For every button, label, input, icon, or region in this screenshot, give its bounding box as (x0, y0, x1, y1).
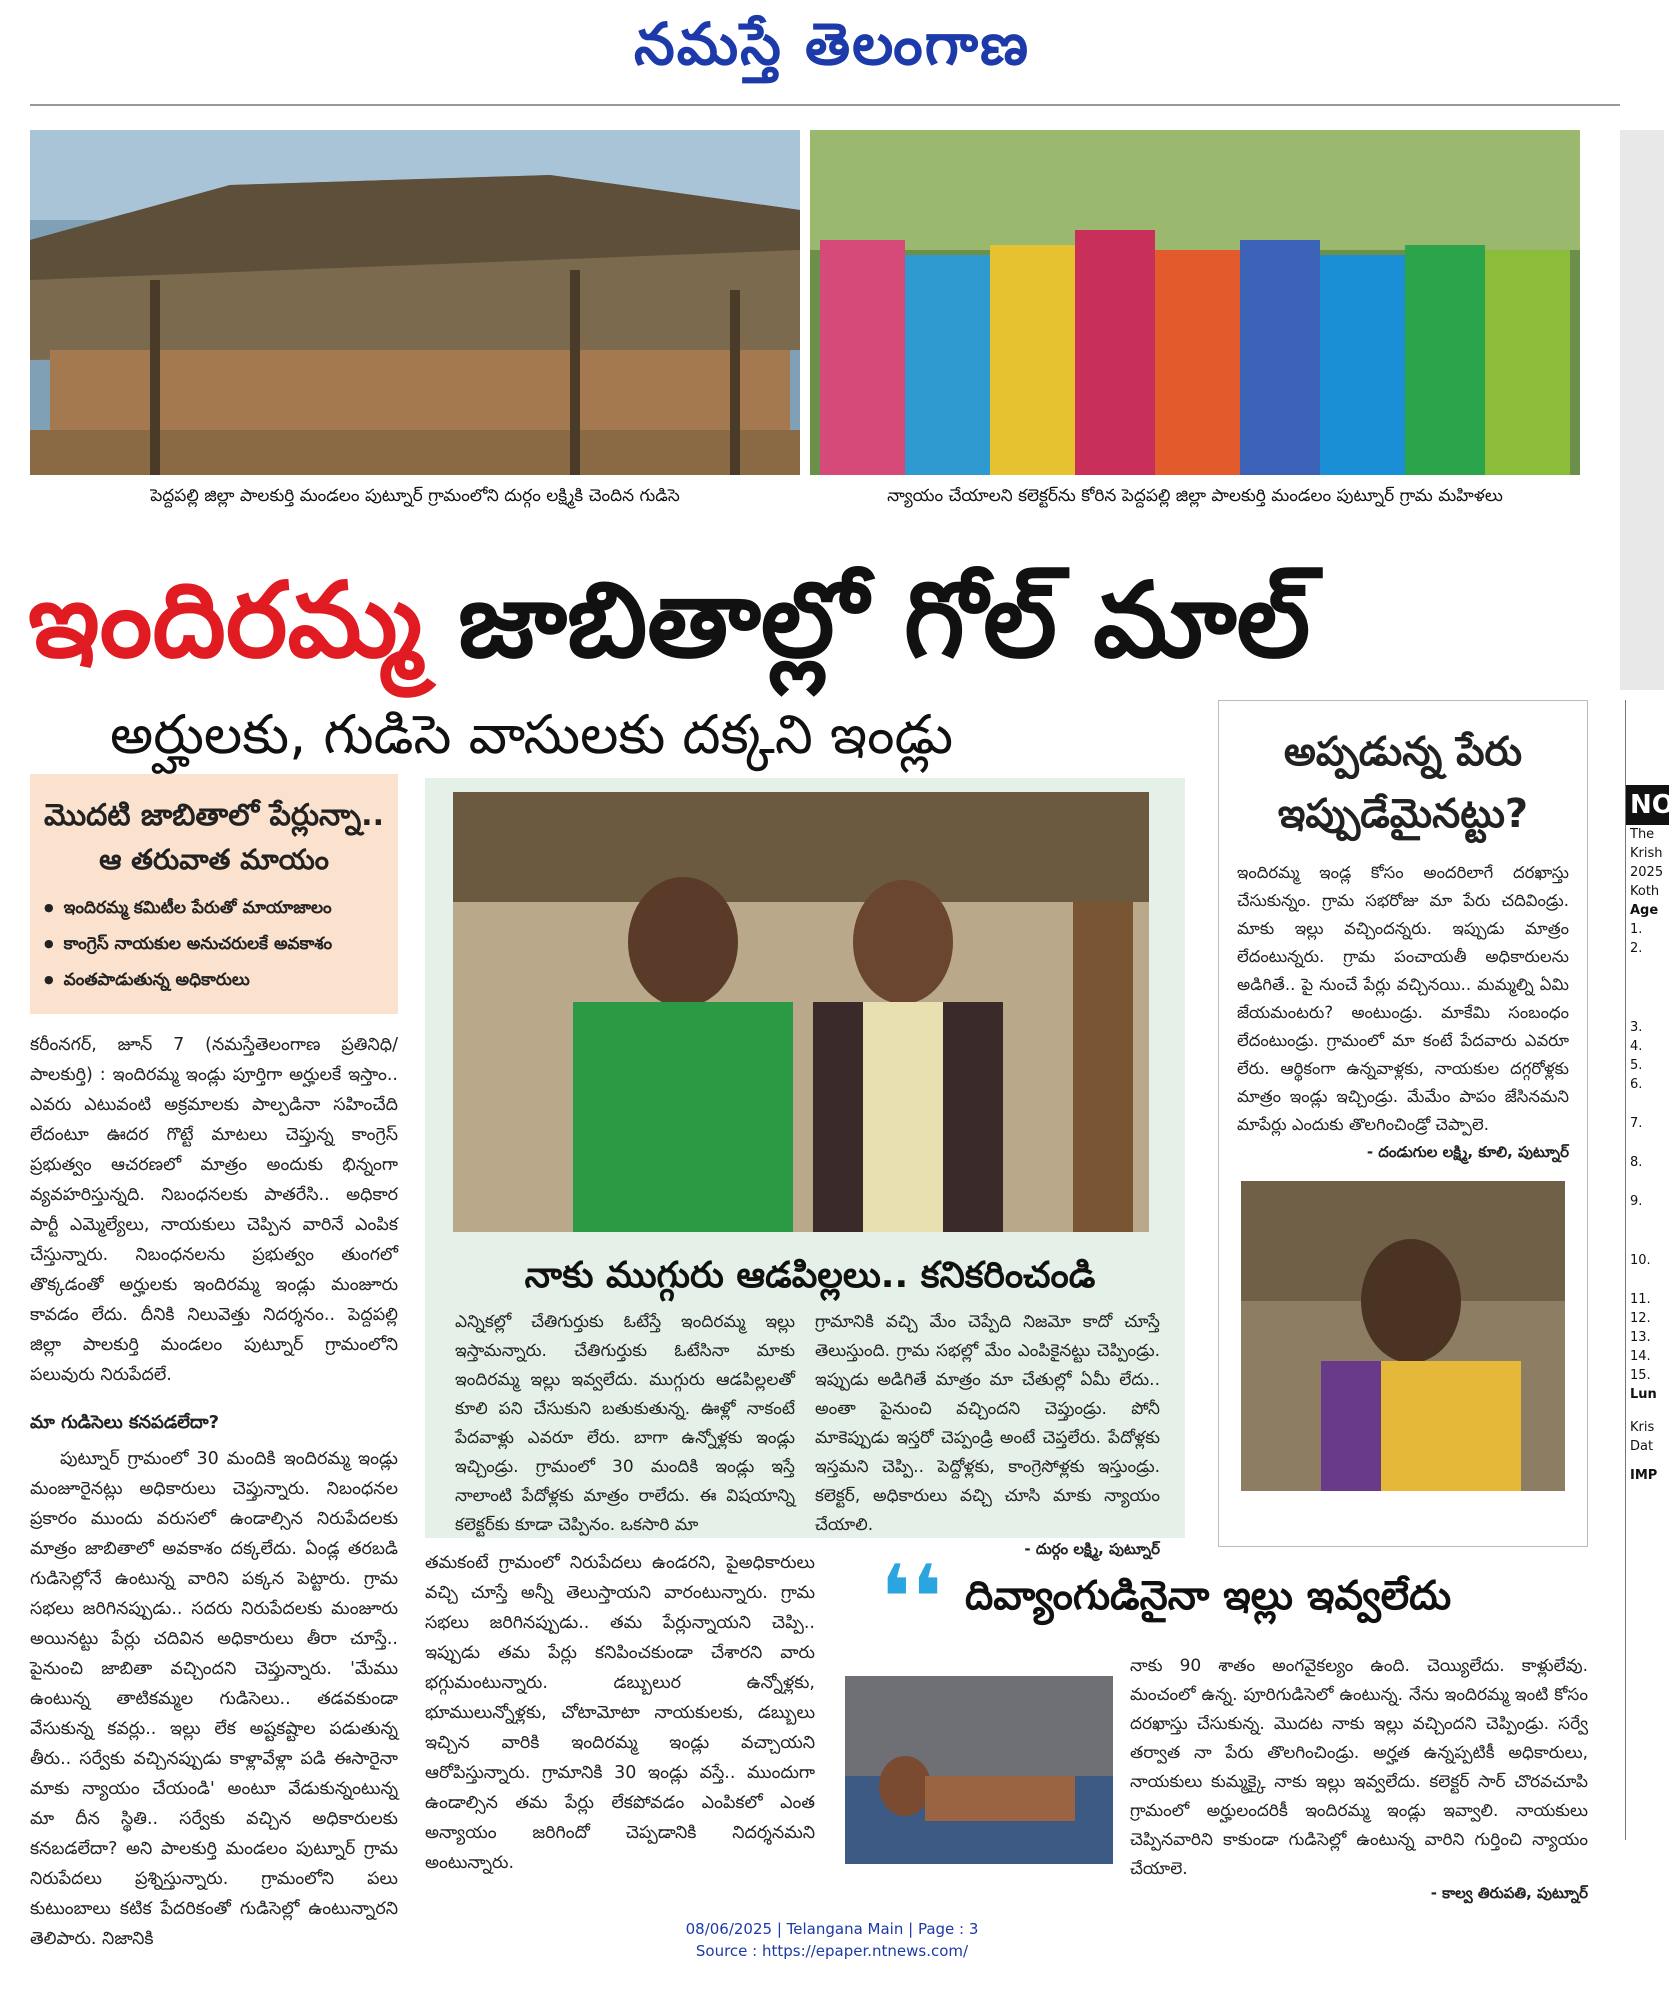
newspaper-title: నమస్తే తెలంగాణ (634, 10, 1030, 78)
divyang-story-text: నాకు 90 శాతం అంగవైకల్యం ఉంది. చెయ్యిలేదు. కాళ్లులేవు. మంచంలో ఉన్న. పూరిగుడిసెలో ఉంటున్న. నేను ఇందిరమ్మ ఇంటి కోసం దరఖాస్తు చేసుకున్న. మొదట నాకు ఇల్లు వచ్చిందని చెప్పిండ్రు. సర్వే తర్వాత నా పేరు తొలగించిండ్రు. అర్హత ఉన్నప్పటికీ అధికారులు, నాయకులు కుమ్మక్కై నాకు ఇల్లు ఇవ్వలేదు. కలెక్టర్ సార్ చొరవచూపి గ్రామంలో అర్హులందరికీ ఇందిరమ్మ ఇండ్లు ఇవ్వాలి. నాయకులు చెప్పినవారిని కాకుండా గుడిసెల్లో ఉంటున్న వారిని గుర్తించి న్యాయం చేయాలె. (1130, 1656, 1588, 1879)
kicker-subtitle: ఆ తరువాత మాయం (99, 843, 329, 876)
main-story-para-1: కరీంనగర్, జూన్ 7 (నమస్తేతెలంగాణ ప్రతినిధి/పాలకుర్తి) : ఇందిరమ్మ ఇండ్లు పూర్తిగా అర్హులకే ఇస్తాం.. ఎవరు ఎటువంటి అక్రమాలకు పాల్పడినా సహించేది లేదంటూ ఊదర గొట్టే మాటలు చెప్తున్న కాంగ్రెస్ ప్రభుత్వం ఆచరణలో మాత్రం అందుకు భిన్నంగా వ్యవహరిస్తున్నది. నిబంధనలకు పాతరేసి.. అధికార పార్టీ ఎమ్మెల్యేలు, నాయకులు చెప్పిన వారినే ఎంపిక చేస్తున్నారు. నిబంధనలను ప్రభుత్వం తుంగలో తొక్కడంతో అర్హులకు ఇందిరమ్మ ఇండ్లు మంజూరు కావడం లేదు. దీనికి నిలువెత్తు నిదర్శనం.. పెద్దపల్లి జిల్లా పాలకుర్తి మండలం పుట్నూర్ గ్రామంలోని పలువురు నిరుపేదలే. (30, 1035, 398, 1385)
ad-line: 12. (1630, 1311, 1651, 1326)
hut-photo (30, 130, 800, 475)
ad-line: 3. (1630, 1020, 1643, 1035)
green-story-col-1: ఎన్నికల్లో చేతిగుర్తుకు ఓటేస్తే ఇందిరమ్మ ఇల్లు ఇస్తామన్నారు. చేతిగుర్తుకు ఓటేసినా మాకు ఇందిరమ్మ ఇల్లు ఇవ్వలేదు. ముగ్గురు ఆడపిల్లలతో కూలి పని చేసుకుని బతుకుతున్న. ఊళ్లో నాకంటే పేదవాళ్లు ఎవరూ లేరు. బాగా ఉన్నోళ్లకు ఇండ్లు ఇచ్చిండ్రు. గ్రామంలో 30 మందికి ఇండ్లు ఇస్తే నాలాంటి పేదోళ్లకు మాత్రం రాలేదు. ఈ విషయాన్ని కలెక్టర్‌కు కూడా చెప్పినం. ఒకసారి మా (455, 1312, 795, 1535)
ad-line: 15. (1630, 1368, 1651, 1383)
ad-strip-lines (1626, 825, 1665, 1485)
bedridden-man-photo (845, 1676, 1113, 1864)
main-story-column-1 (30, 1030, 398, 1949)
ad-line: 7. (1630, 1116, 1643, 1131)
kicker-bullets (30, 890, 398, 998)
ad-line: 5. (1630, 1058, 1643, 1073)
sidebar-woman-image (1241, 1181, 1565, 1491)
ad-line: Kris (1630, 1420, 1655, 1435)
ad-line: 2025 (1630, 865, 1664, 880)
two-women-photo (453, 792, 1149, 1232)
ad-line: 8. (1630, 1155, 1643, 1170)
green-story-title: నాకు ముగ్గురు ఆడపిల్లలు.. కనికరించండి (524, 1255, 1096, 1296)
ad-line: 1. (1630, 922, 1643, 937)
page-footer (0, 1918, 1664, 1962)
bedridden-man-image (845, 1676, 1113, 1864)
women-photo-caption: న్యాయం చేయాలని కలెక్టర్‌ను కోరిన పెద్దపల్లి జిల్లా పాలకుర్తి మండలం పుట్నూర్ గ్రామ మహిళలు (887, 486, 1503, 506)
kicker-bullet: ● కాంగ్రెస్ నాయకుల అనుచరులకే అవకాశం (44, 926, 398, 962)
footer-date-line: 08/06/2025 | Telangana Main | Page : 3 (685, 1920, 979, 1938)
ad-line: 14. (1630, 1349, 1651, 1364)
ad-line: 2. (1630, 941, 1643, 956)
sidebar-signature: - దండుగుల లక్ష్మి, కూలి, పుట్నూర్ (1366, 1143, 1569, 1161)
women-group-image (810, 130, 1580, 475)
ad-line: Koth (1630, 884, 1660, 899)
divyang-story-signature: - కాల్వ తిరుపతి, పుట్నూర్ (1430, 1884, 1588, 1902)
divyang-story-body (1130, 1652, 1588, 1906)
green-story-col-2-text: గ్రామానికి వచ్చి మేం చెప్పేది నిజమో కాదో చూస్తే తెలుస్తుంది. గ్రామ సభల్లో మేం ఎంపికైనట్టు చెప్పిండ్రు. ఇప్పుడు అడిగితే మాత్రం మా చేతుల్లో ఏమీ లేదు.. అంతా పైనుంచి వచ్చిందని చెప్తుండ్రు. పోనీ మాకెప్పుడు ఇస్తరో చెప్పండ్రి అంటే చెప్తలేరు. పేదోళ్లకు ఇస్తమని చెప్పి.. పెద్దోళ్లకు, కాంగ్రెసోళ్లకు ఇస్తుండ్రు. కలెక్టర్, అధికారులు వచ్చి చూసి మాకు న్యాయం చేయాలి. (815, 1312, 1160, 1535)
kicker-box (30, 774, 398, 1014)
women-group-photo (810, 130, 1580, 475)
ad-line: Lun (1630, 1387, 1657, 1402)
masthead-rule (30, 104, 1620, 106)
hut-photo-caption: పెద్దపల్లి జిల్లా పాలకుర్తి మండలం పుట్నూర్ గ్రామంలోని దుర్గం లక్ష్మికి చెందిన గుడిసె (150, 486, 680, 506)
ad-line: 10. (1630, 1253, 1651, 1268)
kicker-bullet: ● ఇందిరమ్మ కమిటీల పేరుతో మాయాజాలం (44, 890, 398, 926)
ad-line: IMP (1630, 1468, 1658, 1483)
adjacent-ad-strip (1625, 700, 1674, 1840)
ad-line: Krish (1630, 846, 1663, 861)
hut-image (30, 130, 800, 475)
main-story-para-3: తమకంటే గ్రామంలో నిరుపేదలు ఉండరని, పైఅధికారులు వచ్చి చూస్తే అన్నీ తెలుస్తాయని వారంటున్నారు. గ్రామ సభలు జరిగినప్పుడు.. తమ పేర్లున్నాయని చెప్పి.. ఇప్పుడు తమ పేర్లు కనిపించకుండా చేశారని వారు భగ్గుమంటున్నారు. డబ్బులుర ఉన్నోళ్లకు, భూములున్నోళ్లకు, చోటామోటా నాయకులకు, డబ్బులు ఇచ్చిన వారికి ఇందిరమ్మ ఇండ్లు వచ్చాయని ఆరోపిస్తున్నారు. గ్రామానికి 30 ఇండ్లు వస్తే.. ముందుగా ఉండాల్సిన తమ పేర్లు లేకపోవడం ఎంపికలో ఎంత అన్యాయం జరిగిందో చెప్పడానికి నిదర్శనమని అంటున్నారు. (425, 1553, 815, 1873)
ad-line: The (1630, 827, 1655, 842)
ad-line: 6. (1630, 1077, 1643, 1092)
footer-source-line: Source : https://epaper.ntnews.com/ (695, 1942, 969, 1960)
two-women-image (453, 792, 1149, 1232)
sidebar-woman-photo (1241, 1181, 1565, 1491)
divyang-story-title: దివ్యాంగుడినైనా ఇల్లు ఇవ్వలేదు (965, 1573, 1452, 1619)
ad-line: 9. (1630, 1194, 1643, 1209)
green-story-col-2 (815, 1308, 1160, 1562)
sub-headline: అర్హులకు, గుడిసె వాసులకు దక్కని ఇండ్లు (110, 703, 954, 766)
adjacent-page-strip (1620, 130, 1664, 690)
kicker-bullet: ● వంతపాడుతున్న అధికారులు (44, 962, 398, 998)
green-story-signature: - దుర్గం లక్ష్మి, పుట్నూర్ (1024, 1540, 1160, 1558)
quote-icon: ❛❛ (880, 1546, 943, 1651)
kicker-title: మొదటి జాబితాలో పేర్లున్నా.. (44, 798, 384, 833)
sidebar-title-line-2: ఇప్పుడేమైనట్టు? (1277, 791, 1529, 837)
sidebar-body: ఇందిరమ్మ ఇండ్ల కోసం అందరిలాగే దరఖాస్తు చేసుకున్నం. గ్రామ సభరోజు మా పేరు చదివిండ్రు. మాకు ఇల్లు వచ్చిందన్నరు. ఇప్పుడు మాత్రం లేదంటున్నరు. గ్రామ పంచాయతీ అధికారులను అడిగితే.. పై నుంచే పేర్లు వచ్చినయి.. మమ్మల్ని ఏమి జేయమంటరు? అంటుండ్రు. మాకేమి సంబంధం లేదంటుండ్రు. గ్రామంలో మా కంటే పేదవారు ఎవరూ లేరు. ఆర్థికంగా ఉన్నవాళ్లకు, నాయకుల దగ్గరోళ్లకు మాత్రం ఇండ్లు ఇచ్చిండ్రు. మేమేం పాపం జేసినమని మాపేర్లు ఎందుకు తొలగించిండ్రో చెప్పాలె. (1237, 863, 1569, 1134)
masthead (0, 0, 1664, 110)
ad-line: 13. (1630, 1330, 1651, 1345)
headline-black: జాబితాల్లో గోల్ మాల్ (458, 559, 1311, 681)
ad-line: 11. (1630, 1292, 1651, 1307)
ad-line: 4. (1630, 1039, 1643, 1054)
main-story-para-2: పుట్నూర్ గ్రామంలో 30 మందికి ఇందిరమ్మ ఇండ్లు మంజూరైనట్లు అధికారులు చెప్తున్నారు. నిబంధనల ప్రకారం ముందు వరుసలో ఉండాల్సిన నిరుపేదలకు మాత్రం జాబితాలో అవకాశం దక్కలేదు. ఏండ్ల తరబడి గుడిసెల్లోనే ఉంటున్న వారిని పక్కన పెట్టారు. గ్రామ సభలు జరిగినప్పుడు.. సదరు నిరుపేదలకు మంజూరు అయినట్టు పేర్లు చదివిన అధికారులు తీరా చూస్తే.. పైనుంచి జాబితా వచ్చిందని చెప్తున్నారు. 'మేము ఉంటున్న తాటికమ్మల గుడిసెలు.. తడవకుండా వేసుకున్న కవర్లు.. ఇల్లు లేక అష్టకష్టాల పడుతున్న తీరు.. సర్వేకు వచ్చినప్పుడు కాళ్లావేళ్లా పడి ఈసారైనా మాకు న్యాయం చేయండి' అంటూ వేడుకున్నంటున్న మా దీన స్థితి.. సర్వేకు వచ్చిన అధికారులకు కనబడలేదా? అని పాలకుర్తి మండలం పుట్నూర్ గ్రామ నిరుపేదలు ప్రశ్నిస్తున్నారు. గ్రామంలోని పలు కుటుంబాలు కటిక పేదరికంతో గుడిసెల్లో ఉంటున్నారని తెలిపారు. నిజానికి (30, 1449, 398, 1949)
sidebar-box (1218, 700, 1588, 1547)
main-story-subheading: మా గుడిసెలు కనపడలేదా? (30, 1412, 220, 1433)
sidebar-title-line-1: అప్పడున్న పేరు (1283, 729, 1523, 775)
ad-line: Age (1630, 903, 1659, 918)
ad-line: Dat (1630, 1439, 1654, 1454)
headline-red: ఇందిరమ్మ (28, 559, 422, 681)
ad-strip-heading: NO (1626, 785, 1669, 825)
main-headline (28, 550, 1588, 690)
